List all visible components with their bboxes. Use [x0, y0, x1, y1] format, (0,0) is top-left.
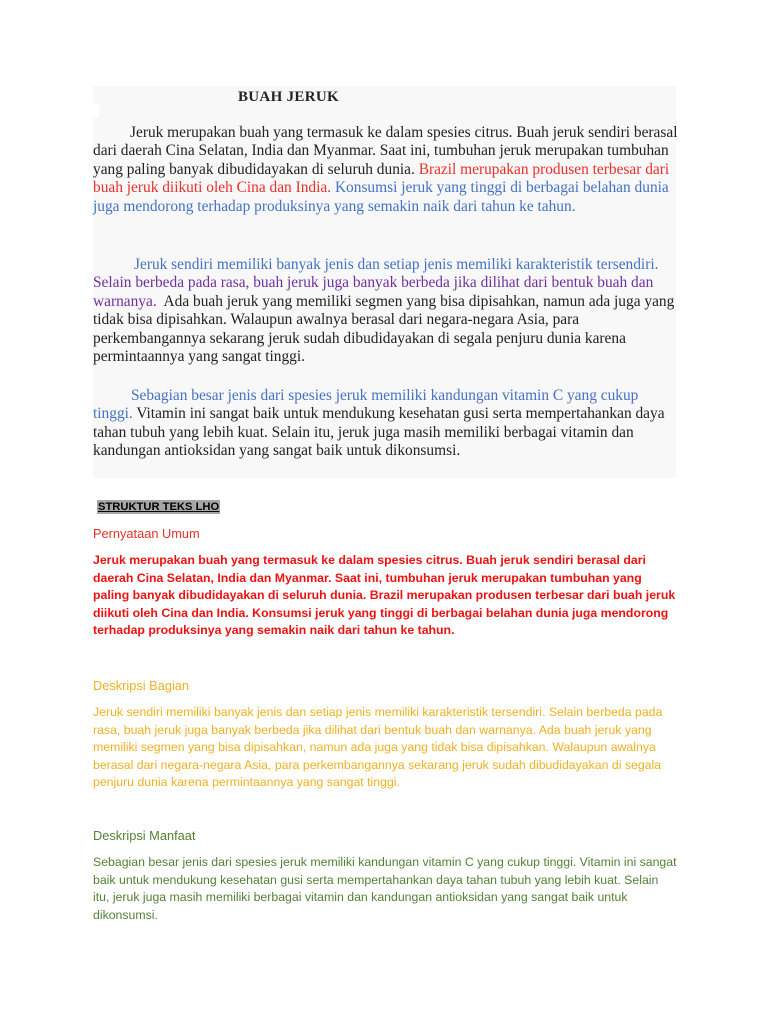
section-text-deskripsi-bagian: Jeruk sendiri memiliki banyak jenis dan setiap jenis memiliki karakteristik tersendiri. Selain berbeda pada rasa, buah jeruk juga banyak berbeda jika dilihat dari bentuk buah dan warnanya. Ada buah jeruk yang memiliki segmen yang bisa dipisahkan, namun ada juga yang tidak bisa dipisahkan. Walaupun awalnya berasal dari negara-negara Asia, para perkembangannya sekarang jeruk sudah dibudidayakan di segala penjuru dunia karena permintaannya yang sangat tinggi. [93, 705, 663, 790]
margin-marker [93, 103, 99, 117]
paragraph-1-text: Jeruk merupakan buah yang termasuk ke dalam spesies citrus. Buah jeruk sendiri berasal dari daerah Cina Selatan, India dan Myanmar. Saat ini, tumbuhan jeruk merupakan tumbuhan yang paling banyak dibudidayakan di seluruh dunia. [93, 124, 678, 178]
section-text-deskripsi-manfaat: Sebagian besar jenis dari spesies jeruk memiliki kandungan vitamin C yang cukup tinggi. Vitamin ini sangat baik untuk mendukung kesehatan gusi serta mempertahankan daya tahan tubuh yang lebih kuat. Selain itu, jeruk juga masih memiliki berbagai vitamin dan kandungan antioksidan yang sangat baik untuk dikonsumsi. [93, 855, 677, 922]
structure-label: STRUKTUR TEKS LHO [98, 501, 220, 513]
paragraph-2 [93, 256, 678, 366]
paragraph-3-text: Vitamin ini sangat baik untuk mendukung kesehatan gusi serta mempertahankan daya tahan tubuh yang lebih kuat. Selain itu, jeruk juga masih memiliki berbagai vitamin dan kandungan antioksidan yang sangat baik untuk dikonsumsi. [93, 405, 665, 460]
paragraph-3-blue-text: Sebagian besar jenis dari spesies jeruk memiliki kandungan vitamin C yang cukup tinggi. [93, 387, 639, 423]
paragraph-1 [93, 124, 678, 216]
section-heading-deskripsi-bagian: Deskripsi Bagian [93, 678, 190, 693]
paragraph-2-blue-text: Jeruk sendiri memiliki banyak jenis dan setiap jenis memiliki karakteristik tersendiri. [134, 256, 659, 273]
section-heading-pernyataan-umum: Pernyataan Umum [93, 526, 200, 541]
paragraph-2-purple-text: Selain berbeda pada rasa, buah jeruk juga banyak berbeda jika dilihat dari bentuk buah dan warnanya. [93, 274, 654, 310]
section-heading-deskripsi-manfaat: Deskripsi Manfaat [93, 828, 196, 843]
paragraph-3 [93, 387, 678, 461]
section-text-pernyataan-umum: Jeruk merupakan buah yang termasuk ke dalam spesies citrus. Buah jeruk sendiri berasal dari daerah Cina Selatan, India dan Myanmar. Saat ini, tumbuhan jeruk merupakan tumbuhan yang paling banyak dibudidayakan di seluruh dunia. Brazil merupakan produsen terbesar dari buah jeruk diikuti oleh Cina dan India. Konsumsi jeruk yang tinggi di berbagai belahan dunia juga mendorong terhadap produksinya yang semakin naik dari tahun ke tahun. [93, 553, 676, 638]
paragraph-1-blue-text: Konsumsi jeruk yang tinggi di berbagai belahan dunia juga mendorong terhadap produksinya yang semakin naik dari tahun ke tahun. [93, 179, 669, 215]
document-title: BUAH JERUK [238, 89, 339, 105]
paragraph-2-text: Ada buah jeruk yang memiliki segmen yang bisa dipisahkan, namun ada juga yang tidak bisa dipisahkan. Walaupun awalnya berasal dari negara-negara Asia, para perkembangannya sekarang jeruk sudah dibudidayakan di segala penjuru dunia karena permintaannya yang sangat tinggi. [93, 292, 675, 366]
paragraph-1-red-text: Brazil merupakan produsen terbesar dari buah jeruk diikuti oleh Cina dan India. [93, 160, 670, 197]
